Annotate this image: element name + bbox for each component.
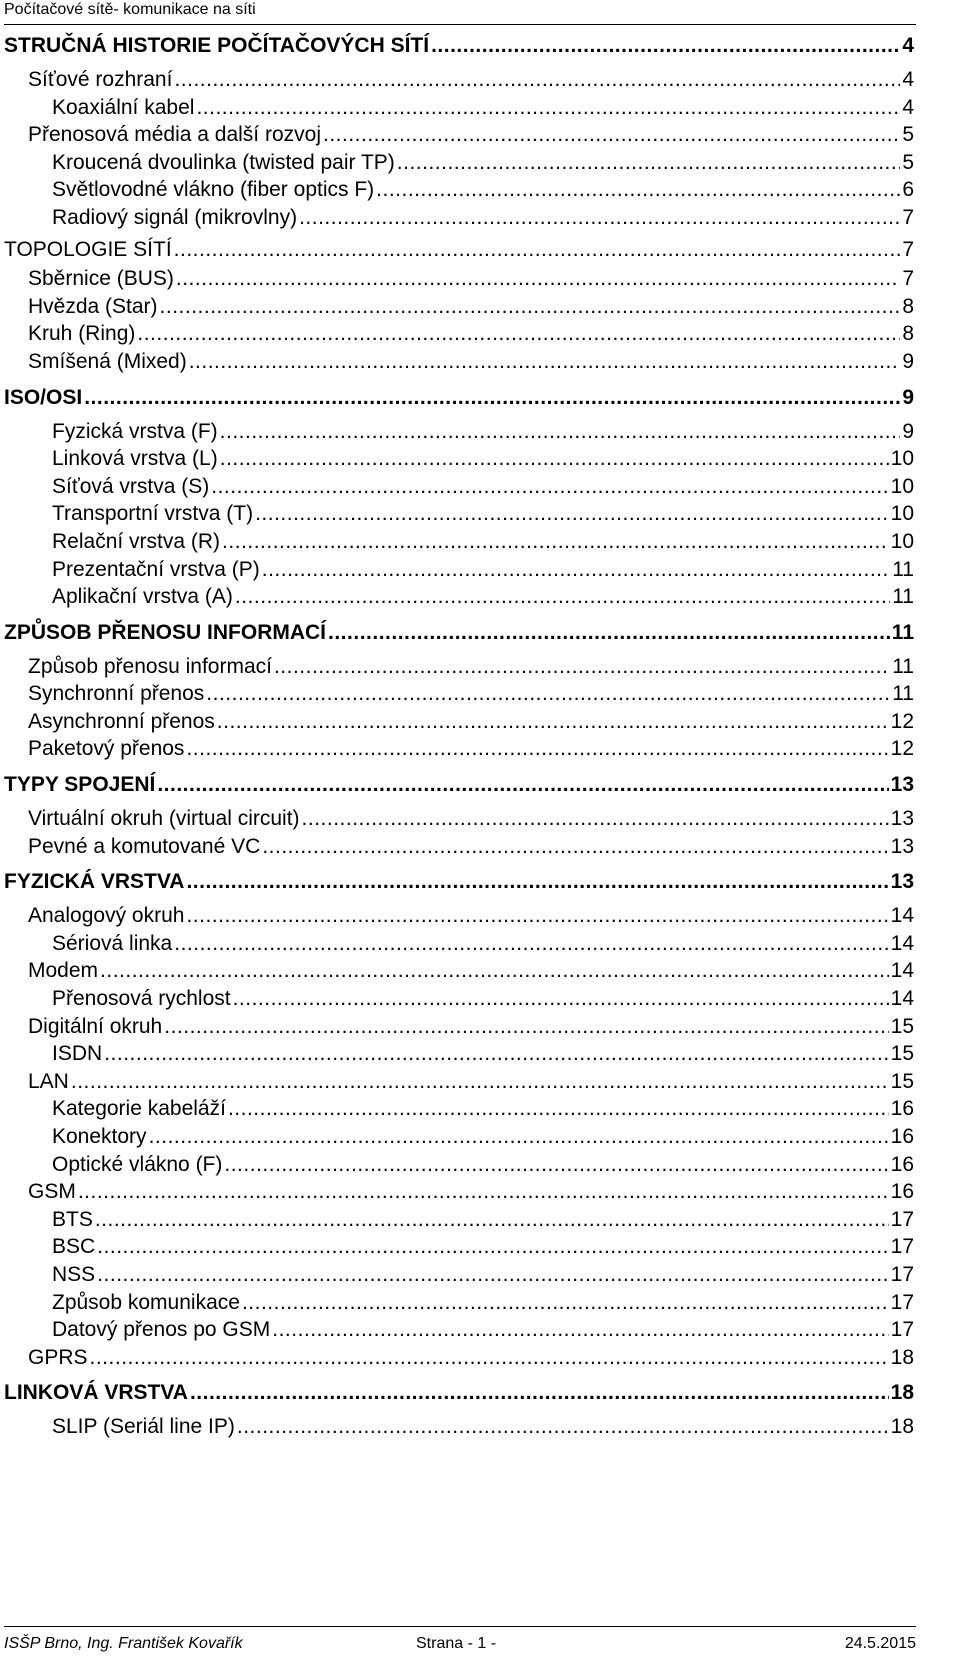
toc-dot-leader (190, 1381, 889, 1405)
toc-entry-page: 4 (902, 95, 914, 119)
toc-entry-title: Paketový přenos (28, 737, 185, 761)
toc-entry[interactable] (4, 653, 914, 681)
toc-entry-page: 13 (890, 773, 914, 797)
toc-entry[interactable] (4, 902, 914, 930)
toc-entry-page: 11 (892, 654, 914, 678)
toc-dot-leader (90, 1344, 889, 1372)
toc-entry[interactable] (4, 445, 914, 473)
toc-entry-title: Asynchronní přenos (28, 709, 215, 733)
toc-entry-page: 8 (902, 322, 914, 346)
toc-dot-leader (262, 556, 890, 584)
toc-dot-leader (174, 236, 901, 264)
toc-entry[interactable] (4, 149, 914, 177)
toc-dot-leader (255, 500, 889, 528)
toc-entry-page: 10 (890, 474, 914, 498)
toc-entry-title: Optické vlákno (F) (52, 1152, 223, 1176)
toc-entry[interactable] (4, 583, 914, 611)
page-header (4, 0, 916, 25)
toc-entry-title: Koaxiální kabel (52, 95, 195, 119)
toc-entry[interactable] (4, 1040, 914, 1068)
toc-entry-title: GPRS (28, 1345, 88, 1369)
toc-entry-title: Linková vrstva (L) (52, 447, 218, 471)
toc-entry-title: FYZICKÁ VRSTVA (4, 870, 185, 894)
toc-dot-leader (95, 1206, 889, 1234)
toc-dot-leader (206, 680, 890, 708)
toc-entry-page: 11 (892, 557, 914, 581)
toc-entry-title: ISDN (52, 1042, 103, 1066)
toc-entry-title: Způsob přenosu informací (28, 654, 272, 678)
toc-entry-page: 12 (890, 737, 914, 761)
toc-dot-leader (160, 293, 901, 321)
toc-dot-leader (237, 1413, 889, 1441)
toc-entry-title: STRUČNÁ HISTORIE POČÍTAČOVÝCH SÍTÍ (4, 34, 430, 57)
toc-entry-page: 15 (890, 1014, 914, 1038)
toc-entry-page: 17 (890, 1207, 914, 1231)
toc-entry-page: 9 (902, 419, 914, 443)
toc-entry-title: NSS (52, 1262, 96, 1286)
toc-entry-title: SLIP (Seriál line IP) (52, 1415, 235, 1439)
toc-entry-title: Modem (28, 959, 99, 983)
toc-entry-title: Virtuální okruh (virtual circuit) (28, 807, 300, 831)
toc-dot-leader (157, 773, 888, 797)
toc-entry[interactable] (4, 418, 914, 446)
toc-entry-page: 15 (890, 1042, 914, 1066)
toc-entry[interactable] (4, 985, 914, 1013)
toc-entry-page: 16 (890, 1125, 914, 1148)
toc-entry[interactable] (4, 1013, 914, 1041)
toc-dot-leader (328, 621, 890, 645)
toc-entry-title: Datový přenos po GSM (52, 1318, 271, 1342)
toc-entry-page: 4 (902, 68, 914, 91)
toc-entry-page: 16 (890, 1180, 914, 1204)
toc-entry-page: 14 (890, 959, 914, 983)
toc-dot-leader (176, 265, 900, 293)
toc-dot-leader (149, 1123, 889, 1151)
toc-entry-title: Přenosová média a další rozvoj (28, 123, 321, 147)
toc-entry[interactable] (4, 556, 914, 584)
toc-entry-page: 7 (902, 237, 914, 261)
toc-entry-title: Síťové rozhraní (28, 68, 173, 91)
toc-entry-title: Prezentační vrstva (P) (52, 557, 260, 581)
toc-entry-page: 16 (890, 1097, 914, 1121)
toc-dot-leader (174, 66, 900, 94)
toc-dot-leader (196, 94, 900, 122)
toc-dot-leader (431, 34, 900, 58)
toc-entry[interactable] (4, 34, 914, 58)
toc-entry-title: Aplikační vrstva (A) (52, 585, 233, 609)
toc-dot-leader (71, 1068, 889, 1096)
toc-dot-leader (224, 1151, 888, 1179)
toc-dot-leader (97, 1261, 888, 1289)
toc-entry-title: TYPY SPOJENÍ (4, 773, 156, 797)
toc-entry[interactable] (4, 386, 914, 410)
toc-entry-page: 11 (892, 682, 914, 706)
toc-dot-leader (220, 445, 889, 473)
toc-dot-leader (228, 1095, 889, 1123)
toc-dot-leader (397, 149, 901, 177)
toc-dot-leader (211, 473, 888, 501)
toc-dot-leader (262, 833, 888, 861)
toc-entry-page: 13 (890, 870, 914, 894)
toc-entry-title: BSC (52, 1235, 96, 1259)
toc-entry-title: Sériová linka (52, 931, 173, 955)
toc-dot-leader (137, 320, 900, 348)
toc-entry[interactable] (4, 1068, 914, 1096)
toc-dot-leader (174, 930, 888, 958)
page-footer (4, 1626, 916, 1653)
toc-entry[interactable] (4, 204, 914, 232)
toc-dot-leader (376, 176, 900, 204)
toc-entry-page: 18 (890, 1415, 914, 1439)
toc-entry[interactable] (4, 773, 914, 797)
toc-entry[interactable] (4, 1123, 914, 1151)
toc-entry-page: 15 (890, 1069, 914, 1093)
toc-dot-leader (186, 870, 888, 894)
toc-dot-leader (217, 708, 889, 736)
toc-entry[interactable] (4, 176, 914, 204)
toc-dot-leader (97, 1233, 888, 1261)
toc-dot-leader (274, 653, 890, 681)
toc-entry-page: 13 (890, 807, 914, 831)
toc-entry-page: 6 (902, 178, 914, 202)
toc-entry-title: Kroucená dvoulinka (twisted pair TP) (52, 150, 395, 174)
toc-entry-page: 9 (902, 385, 914, 409)
toc-entry-page: 13 (890, 834, 914, 858)
toc-entry[interactable] (4, 121, 914, 149)
toc-entry[interactable] (4, 1178, 914, 1206)
toc-entry-page: 14 (890, 931, 914, 955)
toc-entry[interactable] (4, 1233, 914, 1261)
toc-entry-page: 10 (890, 502, 914, 526)
toc-entry-page: 18 (890, 1381, 914, 1405)
header-title: Počítačové sítě- komunikace na síti (4, 1, 256, 18)
toc-entry[interactable] (4, 1381, 914, 1405)
toc-dot-leader (220, 418, 901, 446)
toc-entry-title: Kruh (Ring) (28, 322, 136, 346)
footer-date: 24.5.2015 (844, 1635, 916, 1652)
toc-dot-leader (84, 386, 900, 410)
toc-entry-title: Hvězda (Star) (28, 294, 158, 318)
toc-dot-leader (189, 348, 901, 376)
toc-entry-title: ZPŮSOB PŘENOSU INFORMACÍ (4, 620, 327, 644)
toc-entry-title: Konektory (52, 1125, 147, 1148)
toc-entry-page: 10 (890, 529, 914, 553)
toc-entry[interactable] (4, 528, 914, 556)
toc-entry-title: LAN (28, 1069, 69, 1093)
toc-entry-page: 5 (902, 123, 914, 147)
footer-page-number: Strana - 1 - (416, 1635, 497, 1652)
toc-entry-title: Způsob komunikace (52, 1290, 240, 1314)
toc-entry-page: 11 (891, 620, 914, 644)
toc-entry-title: Digitální okruh (28, 1014, 163, 1038)
toc-entry-page: 4 (902, 34, 914, 57)
toc-entry[interactable] (4, 1316, 914, 1344)
toc-entry-page: 7 (902, 205, 914, 229)
toc-entry[interactable] (4, 236, 914, 264)
toc-entry-title: Sběrnice (BUS) (28, 267, 174, 291)
toc-entry-page: 5 (902, 150, 914, 174)
toc-dot-leader (235, 583, 890, 611)
footer-author: ISŠP Brno, Ing. František Kovařík (4, 1635, 243, 1652)
toc-entry[interactable] (4, 833, 914, 861)
toc-entry[interactable] (4, 473, 914, 501)
toc-entry[interactable] (4, 708, 914, 736)
toc-entry-title: Relační vrstva (R) (52, 529, 221, 553)
toc-dot-leader (272, 1316, 888, 1344)
toc-entry[interactable] (4, 348, 914, 376)
toc-entry-title: Pevné a komutované VC (28, 834, 261, 858)
toc-entry-page: 9 (902, 349, 914, 373)
toc-entry[interactable] (4, 1261, 914, 1289)
toc-dot-leader (233, 985, 889, 1013)
toc-entry-page: 12 (890, 709, 914, 733)
toc-entry[interactable] (4, 1151, 914, 1179)
toc-dot-leader (164, 1013, 888, 1041)
toc-dot-leader (302, 805, 889, 833)
toc-dot-leader (186, 735, 888, 763)
toc-entry-title: Synchronní přenos (28, 682, 205, 706)
toc-entry[interactable] (4, 1095, 914, 1123)
toc-entry-title: Světlovodné vlákno (fiber optics F) (52, 178, 375, 202)
toc-entry[interactable] (4, 265, 914, 293)
toc-entry[interactable] (4, 293, 914, 321)
toc-dot-leader (222, 528, 889, 556)
toc-entry-title: Kategorie kabeláží (52, 1097, 226, 1121)
toc-entry-page: 14 (890, 987, 914, 1011)
toc-entry-page: 8 (902, 294, 914, 318)
toc-entry[interactable] (4, 66, 914, 94)
toc-entry-title: Síťová vrstva (S) (52, 474, 210, 498)
toc-entry[interactable] (4, 621, 914, 645)
toc-entry[interactable] (4, 1206, 914, 1234)
toc-dot-leader (242, 1289, 889, 1317)
toc-entry[interactable] (4, 1413, 914, 1441)
toc-dot-leader (299, 204, 900, 232)
toc-entry-page: 18 (890, 1345, 914, 1369)
toc-entry-page: 14 (890, 904, 914, 928)
toc-dot-leader (78, 1178, 889, 1206)
table-of-contents (4, 34, 914, 1441)
toc-entry-title: Radiový signál (mikrovlny) (52, 205, 298, 229)
toc-entry[interactable] (4, 680, 914, 708)
toc-dot-leader (104, 1040, 888, 1068)
toc-entry[interactable] (4, 1344, 914, 1372)
toc-entry-page: 7 (902, 267, 914, 291)
toc-dot-leader (323, 121, 900, 149)
toc-entry-page: 11 (892, 585, 914, 609)
toc-dot-leader (186, 902, 888, 930)
toc-entry-title: GSM (28, 1180, 76, 1204)
toc-dot-leader (100, 957, 889, 985)
toc-entry[interactable] (4, 870, 914, 894)
toc-entry-page: 17 (890, 1290, 914, 1314)
toc-entry-page: 17 (890, 1235, 914, 1259)
toc-entry-title: ISO/OSI (4, 385, 83, 409)
toc-entry-title: TOPOLOGIE SÍTÍ (4, 237, 172, 261)
toc-entry[interactable] (4, 500, 914, 528)
toc-entry[interactable] (4, 805, 914, 833)
toc-entry[interactable] (4, 930, 914, 958)
toc-entry-page: 17 (890, 1318, 914, 1342)
toc-entry-title: Transportní vrstva (T) (52, 502, 254, 526)
toc-entry-title: Přenosová rychlost (52, 987, 231, 1011)
toc-entry[interactable] (4, 320, 914, 348)
toc-entry[interactable] (4, 735, 914, 763)
toc-entry-title: LINKOVÁ VRSTVA (4, 1381, 188, 1405)
toc-entry[interactable] (4, 1289, 914, 1317)
toc-entry[interactable] (4, 94, 914, 122)
toc-entry-page: 10 (890, 447, 914, 471)
toc-entry-title: Analogový okruh (28, 904, 185, 928)
toc-entry-title: Smíšená (Mixed) (28, 349, 187, 373)
toc-entry-title: BTS (52, 1207, 93, 1231)
toc-entry-page: 17 (890, 1262, 914, 1286)
toc-entry-page: 16 (890, 1152, 914, 1176)
toc-entry[interactable] (4, 957, 914, 985)
toc-entry-title: Fyzická vrstva (F) (52, 419, 218, 443)
